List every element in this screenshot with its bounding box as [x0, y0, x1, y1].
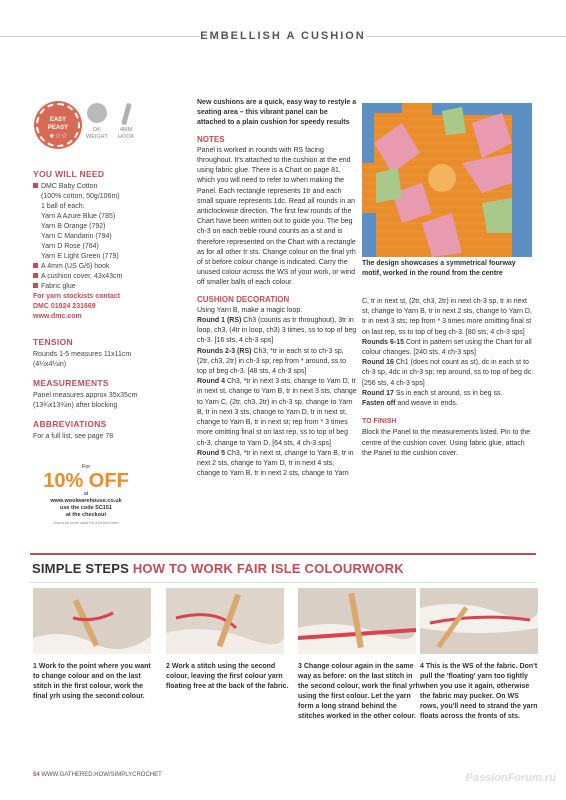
stockists-line: For yarn stockists contact [33, 293, 121, 300]
page-footer: 54 WWW.GATHERED.HOW/SIMPLYCROCHET [33, 772, 162, 778]
yarn-weight-label: DK [93, 127, 101, 133]
step-4-text: 4 This is the WS of the fabric. Don't pull the 'floating' yarn too tightly when you use it again, otherwise the fabric may pucker. On WS rows, you'll need to strand the yarn floats across the fronts of sts. [420, 663, 538, 720]
step-4-photo [420, 588, 538, 654]
bullet-square-icon [33, 283, 38, 288]
abbreviations-title: ABBREVIATIONS [33, 419, 107, 429]
round-instruction: Round 5 Ch3, *tr in next st, change to Yarn B, tr in next 2 sts, change to Yarn D, tr in next 4 sts, change to Yarn B, tr in next 2 sts, change to Yarn [197, 449, 354, 478]
round-instruction: Round 16 Ch1 (does not count as st), dc in each st to ch-3 sp, 4dc in ch-3 sp; rep around, ss to top of beg dc. [256 sts, 4 ch-3 sps] [362, 359, 534, 387]
you-will-need-title: YOU WILL NEED [33, 169, 105, 179]
material-item: Yarn E Light Green (779) [41, 253, 119, 260]
measurements-section [33, 378, 183, 411]
notes-text: Panel is worked in rounds with RS facing throughout. It's attached to the cushion at the end using fabric glue. There is a Chart on page 81, which you will need to refer to when making the Panel. Each rectangle represents 1tr and each small square represents 1dc. Read all rounds in an anticlockwise direction. The first few rounds of the Chart have been written out to guide you. The beg ch-3 on each treble round counts as a st and is therefore represented on the Chart with a rectangle as for all other tr sts. Change colour on the final yrh of st before colour change is indicated. Carry the unused colour across the WS of your work, or wind off smaller balls of each colour. [197, 146, 356, 287]
instructions-column-continued [362, 297, 534, 459]
material-item: Fabric glue [33, 282, 183, 292]
promo-for: For [81, 464, 91, 470]
bullet-square-icon [33, 263, 38, 268]
step-1-photo [33, 588, 151, 654]
material-item: Yarn C Mandarin (794) [41, 233, 112, 240]
promo-discount: 10% OFF [43, 470, 129, 492]
promo-checkout: at the checkout [65, 512, 107, 518]
step-1-text: 1 Work to the point where you want to change colour and on the last stitch in the first colour, work the final yrh using the second colour. [33, 663, 151, 700]
promo-site[interactable]: www.woolwarehouse.co.uk [50, 498, 122, 504]
hook-size-info [118, 103, 134, 141]
step-3-text: 3 Change colour again in the same way as before: on the last stitch in the second colour, work the final yrh using the first colour. Let the yarn form a long strand behind the stitches worked in the other colour. [298, 663, 420, 720]
intro-text: New cushions are a quick, easy way to restyle a seating area – this vibrant panel can be attached to a plain cushion for speedy results [197, 99, 357, 127]
material-item: (100% cotton, 50g/106m) [41, 193, 120, 200]
yarn-weight-info [86, 103, 108, 141]
round-instruction: Fasten off and weave in ends. [362, 400, 458, 408]
material-item: Yarn D Rose (764) [41, 243, 99, 250]
watermark: PassionForum.ru [465, 772, 556, 784]
bullet-square-icon [33, 183, 38, 188]
notes-title: NOTES [197, 134, 225, 144]
tension-text: Rounds 1-5 measures 11x11cm [33, 351, 132, 358]
badge-line1: EASY [49, 117, 67, 123]
difficulty-badge [36, 103, 80, 147]
round-instruction: Round 4 Ch3, *tr in next 3 sts, change to Yarn D, tr in next st, change to Yarn B, tr in next 3 sts, change to Yarn C, (2tr, ch3, 2tr) in ch-3 sp, change to Yarn B, tr in next 3 sts, change to Yarn D, tr in next st, change to Yarn B, tr in next st; rep from * 3 times more omitting final st on last rep, ss to top of beg ch-3, change to Yarn D. [64 sts, 4 ch-3 sps] [197, 378, 357, 447]
instructions-column [197, 98, 357, 479]
measurements-text: (13¾x13¾in) after blocking [33, 402, 118, 409]
yarn-ball-icon [87, 103, 107, 123]
promo-fine-print: Discount code valid for a limited time [53, 520, 119, 525]
round-continuation: C, tr in next st, (2tr, ch3, 2tr) in next ch-3 sp, tr in next st, change to Yarn B, tr in next 2 sts, change to Yarn D, tr in next 3 sts; rep from * 3 times more omitting final st on last rep, ss to top of beg ch-3. [80 sts, 4 ch-3 sps] [362, 298, 532, 336]
crochet-hook-icon [121, 103, 132, 126]
badge-line2: PEASY [47, 125, 69, 131]
round-instruction: Rounds 2-3 (RS) Ch3, *tr in each st to ch-3 sp, (2tr, ch3, 2tr) in ch-3 sp; rep from * around, ss to top of beg ch-3. [48 sts, 4 ch-3 sps] [197, 347, 347, 376]
finish-text: Block the Panel to the measurements listed. Pin to the centre of the cushion cover. Using fabric glue, attach the Panel to the cushion cover. [362, 429, 531, 457]
decoration-title: CUSHION DECORATION [197, 294, 290, 304]
step-3-photo [298, 588, 416, 654]
steps-heading: SIMPLE STEPS HOW TO WORK FAIR ISLE COLOURWORK [32, 561, 404, 576]
material-item: A cushion cover, 43x43cm [33, 272, 183, 282]
stockists-phone: DMC 01924 231669 [33, 303, 96, 310]
abbreviations-section [33, 419, 183, 442]
material-item: DMC Baby Cotton [33, 182, 183, 192]
decoration-using: Using Yarn B, make a magic loop. [197, 306, 303, 314]
page-header-title: EMBELLISH A CUSHION [200, 27, 366, 45]
discount-promo [36, 460, 136, 542]
step-2-text: 2 Work a stitch using the second colour, leaving the first colour yarn floating free at the back of the fabric. [166, 663, 289, 690]
finish-title: TO FINISH [362, 418, 397, 426]
hook-size-sub: HOOK [118, 134, 135, 140]
photo-caption: The design showcases a symmetrical fourway motif, worked in the round from the centre [362, 260, 516, 277]
hook-size-label: 4MM [119, 127, 133, 133]
yarn-weight-sub: WEIGHT [86, 134, 108, 140]
steps-rule [30, 582, 536, 583]
material-item: A 4mm (US G/6) hook [33, 262, 183, 272]
measurements-text: Panel measures approx 35x35cm [33, 392, 138, 399]
steps-divider [30, 553, 536, 555]
abbreviations-text: For a full list, see page 78 [33, 433, 114, 440]
tension-text: (4¼x4¼in) [33, 361, 67, 368]
tension-title: TENSION [33, 337, 73, 347]
you-will-need-section [33, 169, 183, 322]
round-instruction: Round 17 Ss in each st around, ss in beg ss. [362, 389, 503, 397]
cushion-photo [362, 103, 532, 257]
promo-at: at [83, 491, 89, 497]
bullet-square-icon [33, 273, 38, 278]
material-item: 1 ball of each: [41, 203, 85, 210]
promo-code: use the code SC151 [60, 505, 112, 511]
round-instruction: Round 1 (RS) Ch3 (counts as tr throughout), 3tr in loop, ch3, (4tr in loop, ch3) 3 times, ss to top of beg ch-3. [16 sts, 4 ch-3 sps] [197, 317, 357, 345]
stockists-url[interactable]: www.dmc.com [33, 313, 82, 320]
material-item: Yarn A Azure Blue (785) [41, 213, 116, 220]
star-rating-icon: ★☆☆ [48, 133, 68, 140]
measurements-title: MEASUREMENTS [33, 378, 109, 388]
round-instruction: Rounds 6-15 Cont in pattern set using the Chart for all colour changes. [240 sts, 4 ch-3 sps] [362, 338, 532, 357]
step-2-photo [166, 588, 284, 654]
materials-list [33, 182, 183, 292]
material-item: Yarn B Orange (792) [41, 223, 106, 230]
tension-section [33, 337, 183, 370]
